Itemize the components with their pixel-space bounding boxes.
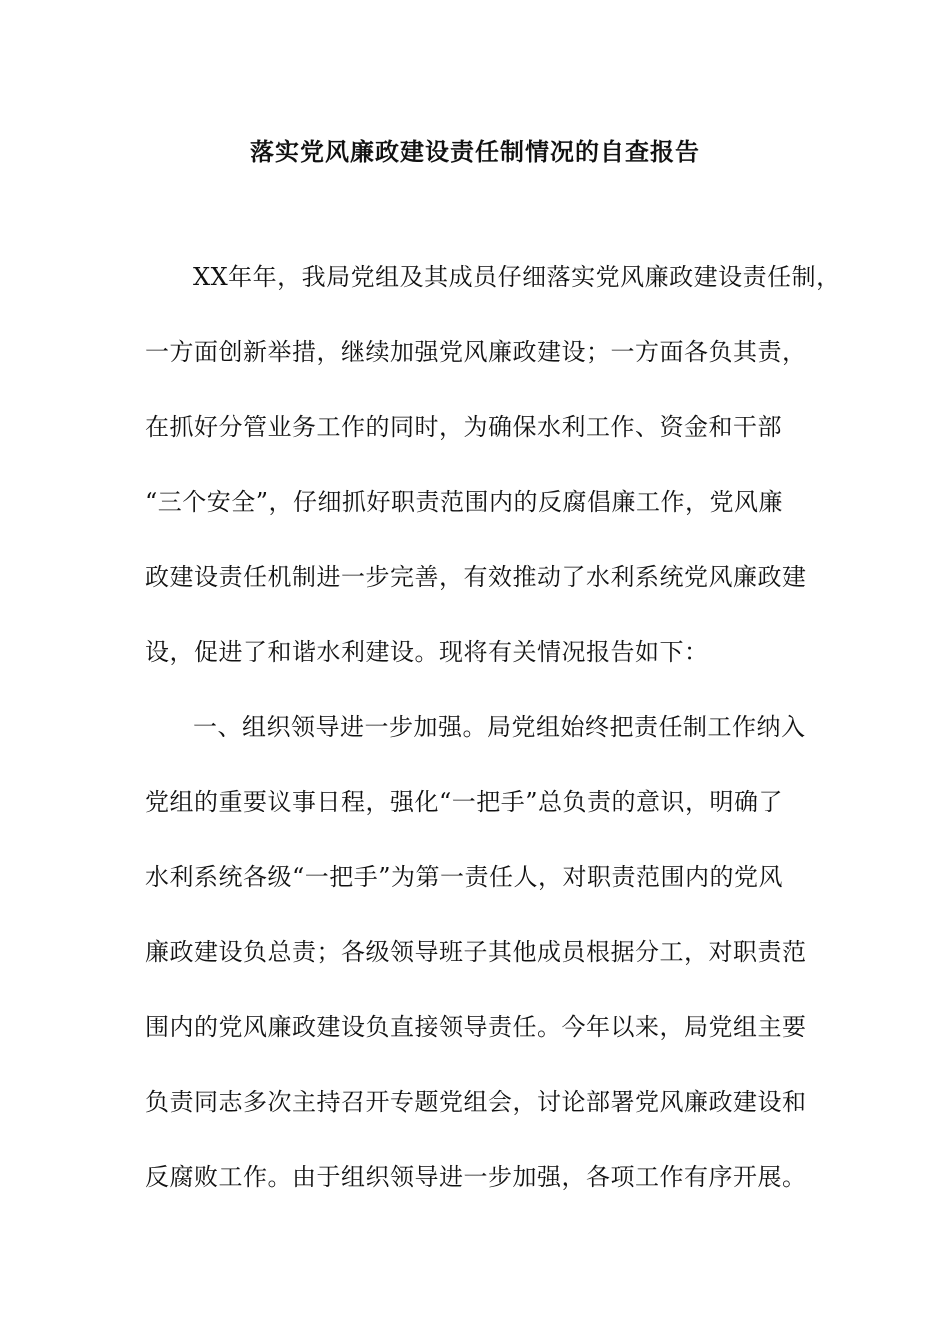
- paragraph-line: 政建设责任机制进一步完善，有效推动了水利系统党风廉政建: [145, 563, 807, 591]
- paragraph-line: 党组的重要议事日程，强化“一把手”总负责的意识，明确了: [145, 788, 784, 816]
- paragraph-line: 反腐败工作。由于组织领导进一步加强，各项工作有序开展。: [145, 1163, 807, 1191]
- paragraph-line: 围内的党风廉政建设负直接领导责任。今年以来，局党组主要: [145, 1013, 807, 1041]
- paragraph-line: 水利系统各级“一把手”为第一责任人，对职责范围内的党风: [145, 863, 784, 891]
- paragraph-line: 负责同志多次主持召开专题党组会，讨论部署党风廉政建设和: [145, 1088, 807, 1116]
- paragraph-line: 廉政建设负总责；各级领导班子其他成员根据分工，对职责范: [145, 938, 807, 966]
- paragraph-line: 一方面创新举措，继续加强党风廉政建设；一方面各负其责，: [145, 338, 807, 366]
- document-title: 落实党风廉政建设责任制情况的自查报告: [250, 137, 700, 166]
- paragraph-line: 设，促进了和谐水利建设。现将有关情况报告如下：: [145, 638, 709, 666]
- paragraph-line: XX年年，我局党组及其成员仔细落实党风廉政建设责任制，: [193, 263, 841, 291]
- paragraph-line: 在抓好分管业务工作的同时，为确保水利工作、资金和干部: [145, 413, 782, 441]
- paragraph-line: “三个安全”，仔细抓好职责范围内的反腐倡廉工作，党风廉: [145, 488, 784, 516]
- paragraph-line: 一、组织领导进一步加强。局党组始终把责任制工作纳入: [193, 713, 806, 741]
